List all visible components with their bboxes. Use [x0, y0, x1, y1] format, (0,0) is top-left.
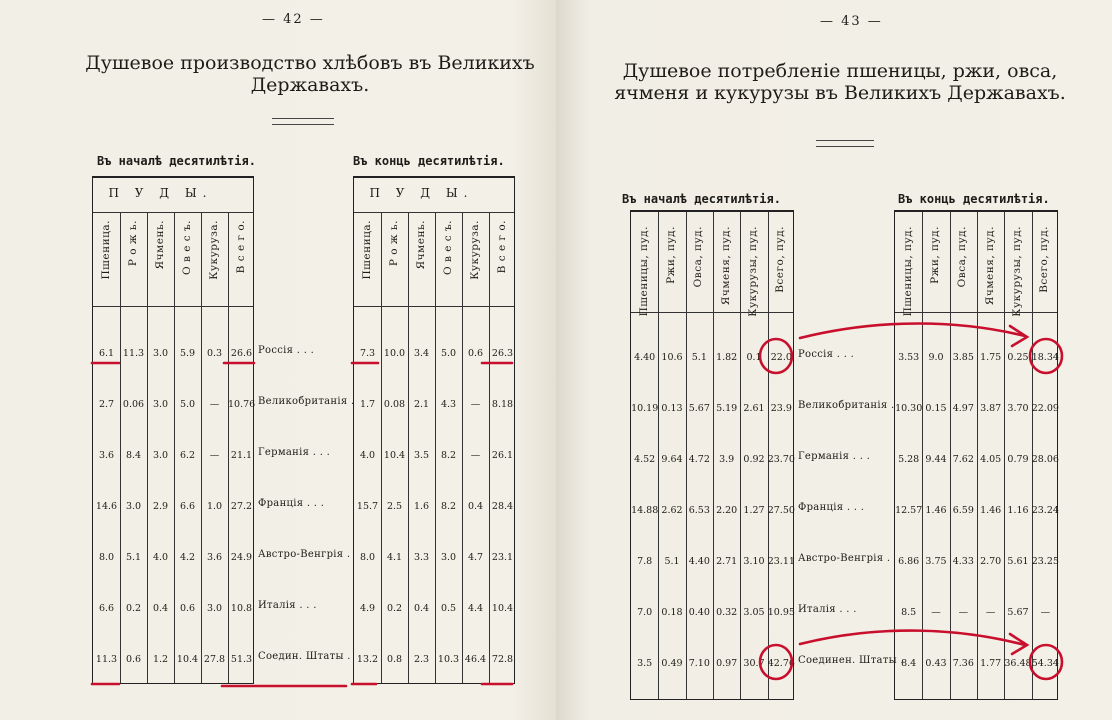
left-end-table-cell: 10.4 [491, 603, 514, 614]
left-end-table-cell: 3.0 [440, 552, 457, 563]
right-end-table-cell: 54.34 [1031, 658, 1059, 669]
left-end-table-cell: 23.1 [491, 552, 514, 563]
right-country-row-label: Соединен. Штаты [798, 655, 897, 666]
left-end-table-cell: 8.2 [440, 450, 457, 461]
left-end-table-cell: 8.18 [491, 399, 514, 410]
left-end-table-cell: 26.1 [491, 450, 514, 461]
right-end-table-cell: 6.59 [952, 505, 974, 516]
right-country-row-label: Франція [798, 502, 844, 513]
left-start-table-cell: 5.0 [179, 399, 196, 410]
left-end-table-cell: 46.4 [464, 654, 487, 665]
right-start-table-cell: 2.71 [716, 556, 738, 567]
right-start-table-cell: 9.64 [661, 454, 683, 465]
right-start-table-cell: 5.19 [716, 403, 738, 414]
left-country-row-label: Великобританія [258, 396, 348, 407]
left-end-table-cell: 10.4 [383, 450, 406, 461]
right-country-row [798, 502, 864, 513]
left-start-table-cell: 27.8 [203, 654, 226, 665]
right-country-row [798, 400, 894, 411]
right-end-table-cell: 2.70 [980, 556, 1002, 567]
right-end-table-cell: 3.53 [898, 352, 920, 363]
right-start-table-cell: 7.10 [688, 658, 710, 669]
left-end-table-cell: 3.4 [413, 348, 430, 359]
left-start-table-cell: 10.8 [230, 603, 253, 614]
right-start-table-cell: 2.61 [743, 403, 765, 414]
left-end-table-header-2: Ячмень. [414, 220, 427, 270]
left-start-table-cell: 3.0 [152, 450, 169, 461]
left-start-table-cell: 1.0 [206, 501, 223, 512]
right-start-table-cell: 27.50 [767, 505, 795, 516]
left-start-table-cell: 3.0 [125, 501, 142, 512]
left-country-row [258, 447, 330, 458]
left-start-table-cell: 0.6 [125, 654, 142, 665]
right-start-table-cell: 0.40 [688, 607, 710, 618]
right-start-table-cell: 22.0 [770, 352, 792, 363]
left-country-row-leader-dots: . [347, 396, 355, 407]
left-start-table-cell: 11.3 [122, 348, 145, 359]
left-end-table-header-0: Пшеница. [360, 220, 373, 280]
left-end-table [353, 176, 515, 684]
right-end-table-cell: — [985, 607, 996, 618]
left-end-table-cell: 1.7 [359, 399, 376, 410]
left-end-table-cell: 10.0 [383, 348, 406, 359]
left-end-table-header-3: О в е с ъ. [441, 220, 454, 275]
right-start-table-cell: 0.18 [661, 607, 683, 618]
right-country-row-leader-dots: . . . [833, 349, 855, 360]
right-start-table-cell: 4.52 [634, 454, 656, 465]
left-start-table-units-label: П У Д Ы. [108, 186, 213, 200]
right-country-row [798, 604, 857, 615]
right-end-table-cell: 5.28 [898, 454, 920, 465]
left-end-table-cell: 0.4 [413, 603, 430, 614]
left-start-table-cell: 24.9 [230, 552, 253, 563]
right-start-table-cell: 23.70 [767, 454, 795, 465]
right-start-table-cell: 4.72 [688, 454, 710, 465]
right-end-table-header-4: Кукурузы, пуд. [1011, 226, 1023, 317]
right-start-table-cell: 6.53 [688, 505, 710, 516]
right-country-row-leader-dots: . . . [849, 451, 871, 462]
left-end-table-cell: 13.2 [356, 654, 379, 665]
right-start-table-cell: 7.8 [637, 556, 653, 567]
left-start-table-header-line [93, 306, 253, 307]
left-country-row [258, 345, 314, 356]
left-end-table-cell: 0.5 [440, 603, 457, 614]
left-country-row-leader-dots: . . . [295, 600, 317, 611]
right-title-line1: Душевое потребленіе пшеницы, ржи, овса, [622, 60, 1058, 82]
right-country-row [798, 553, 890, 564]
right-end-table-cell: 4.97 [952, 403, 974, 414]
left-end-table-cell: 4.4 [467, 603, 484, 614]
left-end-table-cell: 0.8 [386, 654, 403, 665]
left-end-table-cell: — [470, 399, 481, 410]
right-end-table-cell: 5.67 [1007, 607, 1029, 618]
left-start-table-cell: 3.0 [206, 603, 223, 614]
left-start-table-band-line [93, 212, 253, 213]
left-start-table-cell: 0.06 [122, 399, 145, 410]
left-start-table-header-2: Ячмень. [153, 220, 166, 270]
left-start-table [92, 176, 254, 684]
left-end-table-cell: 28.4 [491, 501, 514, 512]
left-start-table-header-0: Пшеница. [99, 220, 112, 280]
right-start-table-cell: 3.5 [637, 658, 653, 669]
left-start-table-cell: 0.3 [206, 348, 223, 359]
right-end-table-cell: 23.24 [1031, 505, 1059, 516]
right-start-table-cell: 5.67 [688, 403, 710, 414]
left-end-table-cell: 0.6 [467, 348, 484, 359]
right-start-table-cell: 30.7 [743, 658, 765, 669]
left-country-row-label: Соедин. Штаты [258, 651, 344, 662]
right-start-table-header-5: Всего, пуд. [774, 226, 787, 293]
left-end-table-band-line [354, 212, 514, 213]
left-end-table-units-label: П У Д Ы. [369, 186, 474, 200]
left-start-table-cell: 27.2 [230, 501, 253, 512]
right-country-row-leader-dots: . . . [843, 502, 865, 513]
right-start-table-header-3: Ячменя, пуд. [719, 226, 732, 306]
right-section-end: Въ конць десятилѣтія. [898, 192, 1050, 206]
left-start-table-cell: 4.0 [152, 552, 169, 563]
left-start-table-cell: 6.6 [98, 603, 115, 614]
right-end-table-cell: 22.09 [1031, 403, 1059, 414]
left-title-rule [272, 118, 334, 125]
left-start-table-cell: 0.4 [152, 603, 169, 614]
left-start-table-cell: 4.2 [179, 552, 196, 563]
right-page-title [590, 60, 1090, 104]
left-start-table-cell: 2.7 [98, 399, 115, 410]
right-start-table-cell: 0.97 [716, 658, 738, 669]
right-country-row-label: Италія [798, 604, 836, 615]
left-country-row [258, 498, 324, 509]
right-end-table-cell: 1.77 [980, 658, 1002, 669]
left-country-row-label: Австро-Венгрія [258, 549, 344, 560]
left-start-table-cell: 10.4 [176, 654, 199, 665]
right-start-table-cell: 2.62 [661, 505, 683, 516]
left-end-table-cell: 72.8 [491, 654, 514, 665]
left-end-table-cell: 5.0 [440, 348, 457, 359]
right-start-table-cell: 7.0 [637, 607, 653, 618]
left-start-table-cell: 1.2 [152, 654, 169, 665]
left-end-table-header-5: В с е г о. [495, 220, 508, 274]
left-country-row-leader-dots: . . . [309, 447, 331, 458]
left-start-table-cell: 6.2 [179, 450, 196, 461]
right-end-table-cell: 5.61 [1007, 556, 1029, 567]
left-end-table-cell: 4.1 [386, 552, 403, 563]
right-end-table-cell: 0.15 [925, 403, 947, 414]
left-start-table-cell: 3.0 [152, 348, 169, 359]
left-start-table-cell: 6.1 [98, 348, 115, 359]
right-start-table-cell: 1.27 [743, 505, 765, 516]
right-end-table-cell: 1.75 [980, 352, 1002, 363]
left-country-row-label: Италія [258, 600, 296, 611]
right-start-table-header-1: Ржи, пуд. [665, 226, 677, 284]
right-end-table [894, 210, 1058, 700]
left-start-table-header-1: Р о ж ь. [126, 220, 139, 267]
left-section-end: Въ конць десятилѣтія. [353, 154, 505, 168]
right-start-table-header-4: Кукурузы, пуд. [747, 226, 759, 317]
left-start-table-cell: 21.1 [230, 450, 253, 461]
left-start-table-cell: — [209, 450, 220, 461]
left-end-table-header-1: Р о ж ь. [387, 220, 400, 267]
right-end-table-cell: 7.36 [952, 658, 974, 669]
right-start-table-cell: 5.1 [691, 352, 707, 363]
right-start-table [630, 210, 794, 700]
right-start-table-cell: 3.05 [743, 607, 765, 618]
right-start-table-cell: 0.13 [661, 403, 683, 414]
left-end-table-cell: 2.1 [413, 399, 430, 410]
right-country-row-leader-dots: . . . [835, 604, 857, 615]
left-end-table-cell: 10.3 [437, 654, 460, 665]
left-end-table-cell: 0.08 [383, 399, 406, 410]
right-end-table-cell: 12.57 [895, 505, 923, 516]
left-end-table-header-line [354, 306, 514, 307]
left-start-table-cell: 5.9 [179, 348, 196, 359]
left-end-table-cell: 0.2 [386, 603, 403, 614]
right-start-table-header-0: Пшеницы, пуд. [637, 226, 650, 317]
right-country-row [798, 349, 854, 360]
left-start-table-cell: 10.76 [228, 399, 256, 410]
left-country-row-leader-dots: . . . [293, 345, 315, 356]
right-end-table-cell: 0.79 [1007, 454, 1029, 465]
right-end-table-cell: 6.86 [898, 556, 920, 567]
left-end-table-cell: 4.7 [467, 552, 484, 563]
left-start-table-header-5: В с е г о. [234, 220, 247, 274]
right-end-table-cell: 3.70 [1007, 403, 1029, 414]
right-country-row [798, 655, 904, 666]
left-start-table-cell: 3.0 [152, 399, 169, 410]
page-number-left: — 42 — [262, 12, 325, 27]
left-country-row-leader-dots: . . . [303, 498, 325, 509]
left-start-table-cell: 14.6 [95, 501, 118, 512]
left-start-table-cell: 8.4 [125, 450, 142, 461]
left-start-table-cell: 3.6 [98, 450, 115, 461]
left-end-table-header-4: Кукуруза. [468, 220, 481, 280]
right-start-table-cell: 0.92 [743, 454, 765, 465]
right-start-table-header-2: Овса, пуд. [692, 226, 705, 288]
right-start-table-cell: 14.88 [631, 505, 659, 516]
left-title-line2: Державахъ. [250, 74, 370, 96]
left-end-table-cell: 26.3 [491, 348, 514, 359]
right-country-row-label: Австро-Венгрія [798, 553, 884, 564]
left-start-table-cell: 3.6 [206, 552, 223, 563]
left-start-table-cell: — [209, 399, 220, 410]
right-title-rule [816, 140, 874, 147]
left-start-table-cell: 11.3 [95, 654, 118, 665]
left-country-row-leader-dots: . [343, 549, 351, 560]
right-end-table-cell: 0.43 [925, 658, 947, 669]
left-end-table-cell: 4.9 [359, 603, 376, 614]
right-end-table-header-5: Всего, пуд. [1038, 226, 1051, 293]
left-end-table-cell: 4.3 [440, 399, 457, 410]
left-end-table-cell: 15.7 [356, 501, 379, 512]
right-end-table-cell: 7.62 [952, 454, 974, 465]
left-section-start: Въ началѣ десятилѣтія. [97, 154, 256, 168]
right-end-table-cell: 4.33 [952, 556, 974, 567]
right-end-table-cell: 8.4 [901, 658, 917, 669]
right-start-table-cell: 0.49 [661, 658, 683, 669]
right-start-table-cell: 0.32 [716, 607, 738, 618]
right-end-table-cell: 1.46 [980, 505, 1002, 516]
right-end-table-cell: 9.44 [925, 454, 947, 465]
right-end-table-cell: 28.06 [1031, 454, 1059, 465]
right-end-table-cell: 8.5 [901, 607, 917, 618]
left-start-table-header-3: О в е с ъ. [180, 220, 193, 275]
left-country-row-label: Россія [258, 345, 294, 356]
left-title-line1: Душевое производство хлѣбовъ въ Великихъ [85, 52, 535, 74]
left-start-table-cell: 2.9 [152, 501, 169, 512]
right-end-table-header-0: Пшеницы, пуд. [901, 226, 914, 317]
right-end-table-cell: — [931, 607, 941, 618]
right-country-row-label: Великобританія [798, 400, 888, 411]
right-end-table-header-line [895, 312, 1057, 313]
right-end-table-cell: 3.75 [925, 556, 947, 567]
left-end-table-cell: 8.0 [359, 552, 376, 563]
left-end-table-cell: 0.4 [467, 501, 484, 512]
left-start-table-cell: 0.2 [125, 603, 142, 614]
left-start-table-cell: 6.6 [179, 501, 196, 512]
right-country-row [798, 451, 870, 462]
right-end-table-cell: — [958, 607, 969, 618]
right-start-table-cell: 3.10 [743, 556, 765, 567]
right-start-table-cell: 3.9 [719, 454, 735, 465]
right-end-table-cell: 3.85 [952, 352, 974, 363]
right-end-table-cell: — [1040, 607, 1051, 618]
left-start-table-cell: 5.1 [125, 552, 142, 563]
left-end-table-cell: 2.3 [413, 654, 430, 665]
left-end-table-cell: 4.0 [359, 450, 376, 461]
right-country-row-label: Германія [798, 451, 850, 462]
left-country-row-label: Франція [258, 498, 304, 509]
right-end-table-cell: 4.05 [980, 454, 1002, 465]
left-end-table-cell: 1.6 [413, 501, 430, 512]
left-start-table-cell: 8.0 [98, 552, 115, 563]
left-start-table-cell: 0.6 [179, 603, 196, 614]
right-end-table-cell: 1.46 [925, 505, 947, 516]
right-end-table-header-3: Ячменя, пуд. [983, 226, 996, 306]
right-start-table-cell: 4.40 [634, 352, 656, 363]
right-country-row-leader-dots: . [883, 553, 891, 564]
right-start-table-cell: 5.1 [664, 556, 680, 567]
left-country-row [258, 396, 354, 407]
right-start-table-cell: 10.19 [631, 403, 659, 414]
right-end-table-cell: 23.25 [1031, 556, 1059, 567]
right-start-table-cell: 23.9 [770, 403, 792, 414]
right-country-row-leader-dots: . [896, 655, 904, 666]
right-title-line2: ячменя и кукурузы въ Великихъ Державахъ. [614, 82, 1066, 104]
right-end-table-cell: 36.48 [1004, 658, 1032, 669]
right-start-table-cell: 0.1 [746, 352, 762, 363]
left-start-table-header-4: Кукуруза. [207, 220, 220, 280]
right-country-row-leader-dots: . [887, 400, 895, 411]
right-end-table-cell: 18.34 [1031, 352, 1059, 363]
left-end-table-cell: 8.2 [440, 501, 457, 512]
right-start-table-cell: 1.82 [716, 352, 738, 363]
left-country-row-label: Германія [258, 447, 310, 458]
right-end-table-cell: 3.87 [980, 403, 1002, 414]
right-end-table-cell: 10.30 [895, 403, 923, 414]
right-country-row-label: Россія [798, 349, 834, 360]
right-start-table-cell: 4.40 [688, 556, 710, 567]
right-start-table-cell: 10.6 [661, 352, 683, 363]
right-end-table-header-2: Овса, пуд. [956, 226, 969, 288]
right-start-table-cell: 23.11 [767, 556, 795, 567]
left-start-table-cell: 26.6 [230, 348, 253, 359]
right-end-table-header-1: Ржи, пуд. [929, 226, 941, 284]
left-page-title [60, 52, 560, 96]
right-end-table-cell: 0.25 [1007, 352, 1029, 363]
right-start-table-cell: 10.95 [767, 607, 795, 618]
left-end-table-cell: 7.3 [359, 348, 376, 359]
right-start-table-cell: 2.20 [716, 505, 738, 516]
left-country-row [258, 651, 351, 662]
left-country-row-leader-dots: . [343, 651, 351, 662]
left-end-table-cell: 3.5 [413, 450, 430, 461]
left-country-row [258, 549, 350, 560]
right-section-start: Въ началѣ десятилѣтія. [622, 192, 781, 206]
left-end-table-cell: — [470, 450, 481, 461]
right-end-table-cell: 1.16 [1007, 505, 1029, 516]
right-start-table-header-line [631, 312, 793, 313]
left-end-table-cell: 3.3 [413, 552, 430, 563]
right-end-table-cell: 9.0 [928, 352, 944, 363]
page-number-right: — 43 — [820, 14, 883, 29]
left-country-row [258, 600, 317, 611]
left-start-table-cell: 51.3 [230, 654, 253, 665]
right-start-table-cell: 42.76 [767, 658, 795, 669]
left-end-table-cell: 2.5 [386, 501, 403, 512]
